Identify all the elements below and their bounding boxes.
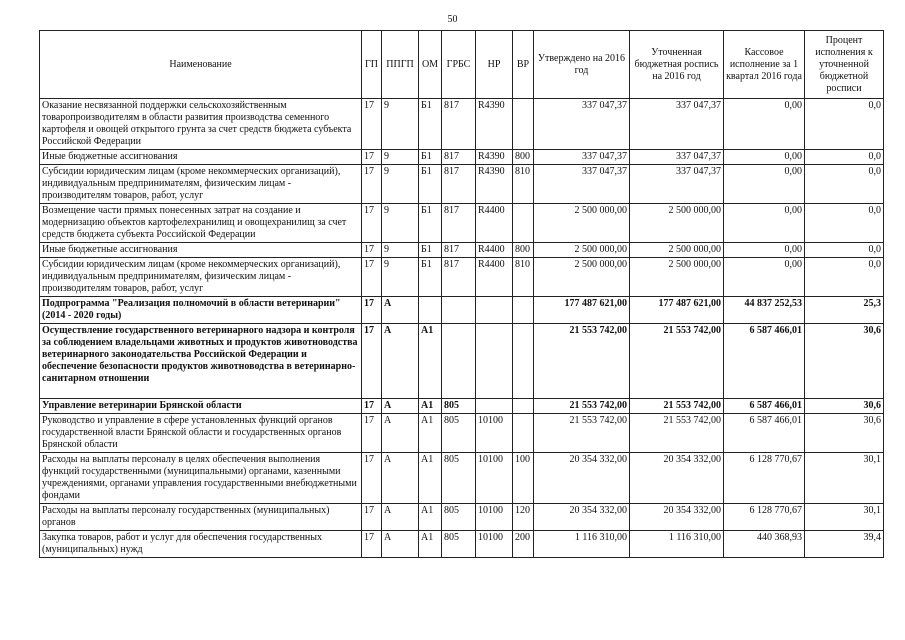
cell-om: А1 bbox=[419, 531, 442, 558]
cell-approved: 337 047,37 bbox=[534, 165, 630, 204]
cell-grbs: 805 bbox=[442, 504, 476, 531]
cell-np: R4400 bbox=[476, 204, 513, 243]
cell-grbs: 805 bbox=[442, 531, 476, 558]
cell-approved: 21 553 742,00 bbox=[534, 399, 630, 414]
cell-refined: 2 500 000,00 bbox=[630, 258, 724, 297]
table-row bbox=[40, 150, 884, 165]
cell-gp: 17 bbox=[362, 204, 382, 243]
cell-refined: 20 354 332,00 bbox=[630, 453, 724, 504]
cell-refined: 337 047,37 bbox=[630, 150, 724, 165]
header-percent: Процент исполнения к уточненной бюджетной росписи bbox=[805, 31, 884, 99]
cell-percent: 30,6 bbox=[805, 414, 884, 453]
cell-approved: 20 354 332,00 bbox=[534, 453, 630, 504]
cell-grbs: 805 bbox=[442, 399, 476, 414]
cell-approved: 21 553 742,00 bbox=[534, 324, 630, 399]
cell-percent: 0,0 bbox=[805, 258, 884, 297]
cell-percent: 0,0 bbox=[805, 150, 884, 165]
cell-vr bbox=[513, 99, 534, 150]
cell-cash: 0,00 bbox=[724, 204, 805, 243]
cell-refined: 2 500 000,00 bbox=[630, 204, 724, 243]
cell-np: R4400 bbox=[476, 258, 513, 297]
cell-om: Б1 bbox=[419, 150, 442, 165]
cell-vr: 800 bbox=[513, 150, 534, 165]
table-row bbox=[40, 204, 884, 243]
header-name: Наименование bbox=[40, 31, 362, 99]
cell-ppgp: А bbox=[382, 324, 419, 399]
header-grbs: ГРБС bbox=[442, 31, 476, 99]
cell-approved: 2 500 000,00 bbox=[534, 258, 630, 297]
cell-cash: 6 587 466,01 bbox=[724, 324, 805, 399]
cell-np: R4390 bbox=[476, 165, 513, 204]
cell-gp: 17 bbox=[362, 297, 382, 324]
cell-name: Возмещение части прямых понесенных затрат на создание и модернизацию объектов картофелехранилищ и овощехранилищ за счет средств бюджета субъекта Российской Федерации bbox=[40, 204, 362, 243]
cell-vr: 810 bbox=[513, 258, 534, 297]
cell-om: А1 bbox=[419, 414, 442, 453]
header-gp: ГП bbox=[362, 31, 382, 99]
header-om: ОМ bbox=[419, 31, 442, 99]
table-row bbox=[40, 243, 884, 258]
cell-ppgp: 9 bbox=[382, 99, 419, 150]
cell-cash: 6 128 770,67 bbox=[724, 504, 805, 531]
cell-gp: 17 bbox=[362, 258, 382, 297]
cell-approved: 2 500 000,00 bbox=[534, 243, 630, 258]
cell-name: Осуществление государственного ветеринарного надзора и контроля за соблюдением владельцами животных и продуктов животноводства ветеринарного законодательства Российской Федерации и обеспечение безопасности продуктов животноводства в ветеринарно-санитарном отношении bbox=[40, 324, 362, 399]
budget-table bbox=[39, 30, 884, 558]
cell-gp: 17 bbox=[362, 531, 382, 558]
cell-refined: 337 047,37 bbox=[630, 99, 724, 150]
cell-grbs: 817 bbox=[442, 204, 476, 243]
cell-om: Б1 bbox=[419, 99, 442, 150]
cell-ppgp: 9 bbox=[382, 258, 419, 297]
cell-cash: 0,00 bbox=[724, 165, 805, 204]
cell-np: R4400 bbox=[476, 243, 513, 258]
cell-name: Иные бюджетные ассигнования bbox=[40, 243, 362, 258]
cell-percent: 25,3 bbox=[805, 297, 884, 324]
cell-ppgp: А bbox=[382, 531, 419, 558]
cell-cash: 0,00 bbox=[724, 150, 805, 165]
cell-gp: 17 bbox=[362, 324, 382, 399]
cell-grbs: 817 bbox=[442, 243, 476, 258]
header-row bbox=[40, 31, 884, 99]
table-row bbox=[40, 165, 884, 204]
cell-vr: 800 bbox=[513, 243, 534, 258]
page-number: 50 bbox=[447, 14, 458, 25]
cell-grbs: 817 bbox=[442, 99, 476, 150]
table-row bbox=[40, 453, 884, 504]
cell-ppgp: А bbox=[382, 453, 419, 504]
cell-grbs: 817 bbox=[442, 258, 476, 297]
cell-approved: 337 047,37 bbox=[534, 150, 630, 165]
cell-grbs: 805 bbox=[442, 414, 476, 453]
cell-ppgp: 9 bbox=[382, 204, 419, 243]
cell-np bbox=[476, 324, 513, 399]
cell-percent: 30,6 bbox=[805, 324, 884, 399]
cell-vr: 810 bbox=[513, 165, 534, 204]
cell-cash: 0,00 bbox=[724, 243, 805, 258]
cell-name: Расходы на выплаты персоналу государственных (муниципальных) органов bbox=[40, 504, 362, 531]
cell-vr bbox=[513, 324, 534, 399]
cell-gp: 17 bbox=[362, 504, 382, 531]
header-cash: Кассовое исполнение за 1 квартал 2016 года bbox=[724, 31, 805, 99]
cell-cash: 44 837 252,53 bbox=[724, 297, 805, 324]
cell-ppgp: А bbox=[382, 297, 419, 324]
cell-om: Б1 bbox=[419, 243, 442, 258]
cell-refined: 2 500 000,00 bbox=[630, 243, 724, 258]
cell-np: R4390 bbox=[476, 150, 513, 165]
cell-ppgp: А bbox=[382, 504, 419, 531]
cell-gp: 17 bbox=[362, 150, 382, 165]
cell-vr: 120 bbox=[513, 504, 534, 531]
cell-np: 10100 bbox=[476, 531, 513, 558]
cell-percent: 39,4 bbox=[805, 531, 884, 558]
cell-percent: 0,0 bbox=[805, 165, 884, 204]
cell-om: А1 bbox=[419, 399, 442, 414]
cell-cash: 440 368,93 bbox=[724, 531, 805, 558]
cell-cash: 6 128 770,67 bbox=[724, 453, 805, 504]
cell-grbs: 805 bbox=[442, 453, 476, 504]
cell-ppgp: А bbox=[382, 399, 419, 414]
cell-refined: 21 553 742,00 bbox=[630, 399, 724, 414]
cell-percent: 30,1 bbox=[805, 453, 884, 504]
cell-np: R4390 bbox=[476, 99, 513, 150]
table-row bbox=[40, 399, 884, 414]
cell-om: А1 bbox=[419, 504, 442, 531]
cell-om: Б1 bbox=[419, 204, 442, 243]
cell-approved: 177 487 621,00 bbox=[534, 297, 630, 324]
cell-cash: 6 587 466,01 bbox=[724, 399, 805, 414]
cell-cash: 0,00 bbox=[724, 99, 805, 150]
cell-cash: 0,00 bbox=[724, 258, 805, 297]
header-np: НР bbox=[476, 31, 513, 99]
cell-grbs bbox=[442, 324, 476, 399]
cell-vr: 200 bbox=[513, 531, 534, 558]
table-row bbox=[40, 414, 884, 453]
cell-refined: 177 487 621,00 bbox=[630, 297, 724, 324]
cell-percent: 0,0 bbox=[805, 99, 884, 150]
table-row bbox=[40, 258, 884, 297]
cell-om: Б1 bbox=[419, 258, 442, 297]
cell-cash: 6 587 466,01 bbox=[724, 414, 805, 453]
table-row bbox=[40, 531, 884, 558]
cell-name: Подпрограмма "Реализация полномочий в области ветеринарии" (2014 - 2020 годы) bbox=[40, 297, 362, 324]
cell-name: Субсидии юридическим лицам (кроме некоммерческих организаций), индивидуальным предпринимателям, физическим лицам - производителям товаров, работ, услуг bbox=[40, 165, 362, 204]
cell-percent: 0,0 bbox=[805, 243, 884, 258]
cell-om: А1 bbox=[419, 324, 442, 399]
cell-vr bbox=[513, 399, 534, 414]
table-row bbox=[40, 504, 884, 531]
cell-refined: 21 553 742,00 bbox=[630, 324, 724, 399]
table-row bbox=[40, 297, 884, 324]
cell-vr bbox=[513, 204, 534, 243]
cell-refined: 337 047,37 bbox=[630, 165, 724, 204]
cell-np bbox=[476, 399, 513, 414]
table-row bbox=[40, 324, 884, 399]
cell-gp: 17 bbox=[362, 453, 382, 504]
cell-name: Руководство и управление в сфере установленных функций органов государственной власти Брянской области и государственных органов Брянской области bbox=[40, 414, 362, 453]
cell-gp: 17 bbox=[362, 165, 382, 204]
cell-vr bbox=[513, 297, 534, 324]
cell-ppgp: 9 bbox=[382, 165, 419, 204]
cell-name: Расходы на выплаты персоналу в целях обеспечения выполнения функций государственными (муниципальными) органами, казенными учреждениями, органами управления государственными внебюджетными фондами bbox=[40, 453, 362, 504]
header-approved: Утверждено на 2016 год bbox=[534, 31, 630, 99]
header-ppgp: ППГП bbox=[382, 31, 419, 99]
cell-vr: 100 bbox=[513, 453, 534, 504]
cell-ppgp: 9 bbox=[382, 243, 419, 258]
cell-grbs: 817 bbox=[442, 150, 476, 165]
cell-gp: 17 bbox=[362, 399, 382, 414]
header-refined: Уточненная бюджетная роспись на 2016 год bbox=[630, 31, 724, 99]
cell-name: Иные бюджетные ассигнования bbox=[40, 150, 362, 165]
cell-ppgp: А bbox=[382, 414, 419, 453]
cell-np bbox=[476, 297, 513, 324]
cell-name: Субсидии юридическим лицам (кроме некоммерческих организаций), индивидуальным предпринимателям, физическим лицам - производителям товаров, работ, услуг bbox=[40, 258, 362, 297]
cell-gp: 17 bbox=[362, 99, 382, 150]
cell-refined: 20 354 332,00 bbox=[630, 504, 724, 531]
cell-np: 10100 bbox=[476, 504, 513, 531]
cell-approved: 20 354 332,00 bbox=[534, 504, 630, 531]
cell-percent: 0,0 bbox=[805, 204, 884, 243]
cell-name: Закупка товаров, работ и услуг для обеспечения государственных (муниципальных) нужд bbox=[40, 531, 362, 558]
cell-approved: 2 500 000,00 bbox=[534, 204, 630, 243]
cell-approved: 21 553 742,00 bbox=[534, 414, 630, 453]
cell-om bbox=[419, 297, 442, 324]
table-row bbox=[40, 99, 884, 150]
cell-gp: 17 bbox=[362, 243, 382, 258]
cell-percent: 30,1 bbox=[805, 504, 884, 531]
cell-grbs: 817 bbox=[442, 165, 476, 204]
cell-refined: 21 553 742,00 bbox=[630, 414, 724, 453]
cell-om: А1 bbox=[419, 453, 442, 504]
cell-np: 10100 bbox=[476, 453, 513, 504]
cell-name: Управление ветеринарии Брянской области bbox=[40, 399, 362, 414]
cell-np: 10100 bbox=[476, 414, 513, 453]
cell-approved: 337 047,37 bbox=[534, 99, 630, 150]
cell-refined: 1 116 310,00 bbox=[630, 531, 724, 558]
cell-ppgp: 9 bbox=[382, 150, 419, 165]
cell-name: Оказание несвязанной поддержки сельскохозяйственным товаропроизводителям в области развития производства семенного картофеля и овощей открытого грунта за счет средств бюджета субъекта Российской Федерации bbox=[40, 99, 362, 150]
cell-om: Б1 bbox=[419, 165, 442, 204]
cell-vr bbox=[513, 414, 534, 453]
cell-grbs bbox=[442, 297, 476, 324]
header-vr: ВР bbox=[513, 31, 534, 99]
cell-gp: 17 bbox=[362, 414, 382, 453]
cell-percent: 30,6 bbox=[805, 399, 884, 414]
cell-approved: 1 116 310,00 bbox=[534, 531, 630, 558]
